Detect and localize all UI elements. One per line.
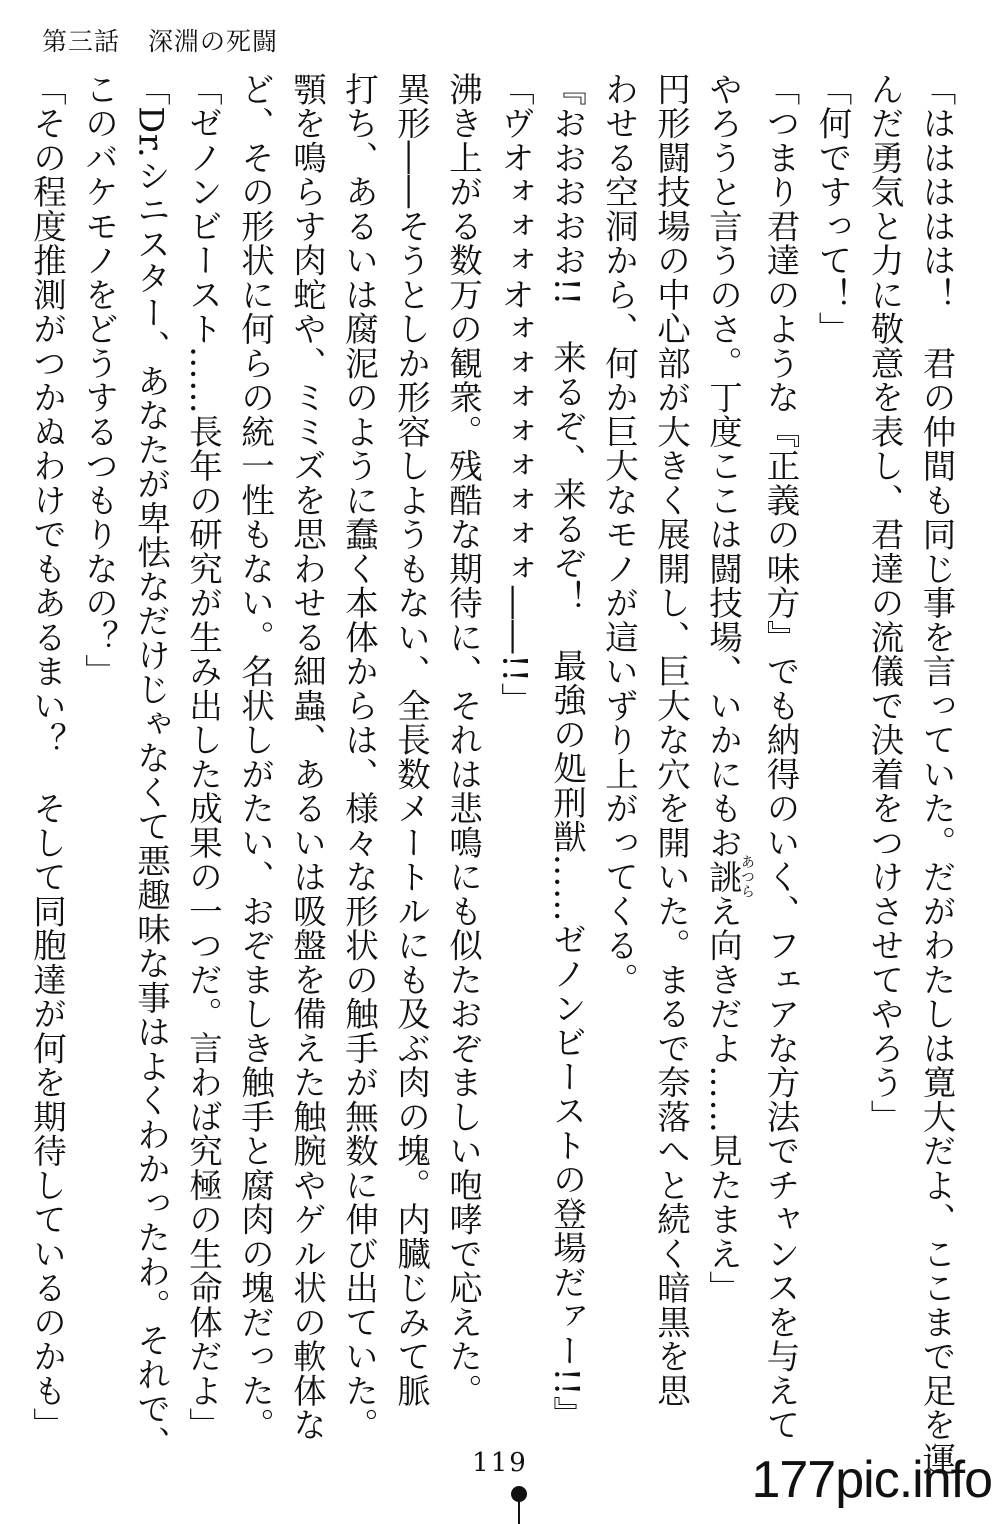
- text-line: やろうと言うのさ。丁度ここは闘技場、いかにもお誂あつらえ向きだよ……見たまえ」: [703, 72, 755, 1305]
- page-number: 119: [472, 1448, 528, 1478]
- watermark-text: 177pic.info: [751, 1451, 992, 1509]
- running-header: [42, 22, 278, 58]
- text-line: 沸き上がる数万の観衆。残酷な期待に、それは悲鳴にも似たおぞましい咆哮で応えた。: [443, 72, 483, 1408]
- text-line: 「何ですって！」: [813, 72, 852, 346]
- text-line: 「ははははは！ 君の仲間も同じ事を言っていた。だがわたしは寛大だよ、ここまで足を運: [917, 72, 956, 1477]
- chapter-title: 深淵の死闘: [148, 27, 279, 56]
- text-line: 「ヴオォォォオォォォォォォォォ――!!」: [495, 72, 535, 717]
- ruby-reading: あつら: [739, 854, 755, 899]
- text-line: 円形闘技場の中心部が大きく展開し、巨大な穴を開いた。まるで奈落へと続く暗黒を思: [651, 72, 691, 1408]
- page-ornament-icon: [511, 1486, 527, 1524]
- text-line: 「ゼノンビースト……長年の研究が生み出した成果の一つだ。言わば究極の生命体だよ」: [183, 72, 223, 1442]
- text-line: 顎を鳴らす肉蛇や、ミミズを思わせる細蟲、あるいは吸盤を備えた触腕やゲル状の軟体な: [287, 72, 327, 1442]
- text-line: わせる空洞から、何か巨大なモノが這いずり上がってくる。: [599, 72, 639, 997]
- text-line: んだ勇気と力に敬意を表し、君達の流儀で決着をつけさせてやろう」: [865, 72, 904, 1134]
- text-line: 「つまり君達のような『正義の味方』でも納得のいく、フェアな方法でチャンスを与えて: [761, 72, 800, 1442]
- ruby-annotation: 誂あつら: [703, 854, 755, 899]
- text-line: このバケモノをどうするつもりなの？」: [79, 72, 119, 689]
- ornament-stem: [518, 1500, 520, 1524]
- text-line: 「その程度推測がつかぬわけでもあるまい？ そして同胞達が何を期待しているのかも」: [27, 72, 67, 1442]
- text-line: 「Dr.シニスター、あなたが卑怯なだけじゃなくて悪趣味な事はよくわかったわ。それで、: [131, 72, 171, 1460]
- text-line: 打ち、あるいは腐泥のように蠢く本体からは、様々な形状の触手が無数に伸び出ていた。: [339, 72, 379, 1442]
- text-line: ど、その形状に何らの統一性もない。名状しがたい、おぞましき触手と腐肉の塊だった。: [235, 72, 275, 1442]
- chapter-number: 第三話: [42, 27, 121, 56]
- text-line: 異形――そうとしか形容しようもない、全長数メートルにも及ぶ肉の塊。内臓じみて脈: [391, 72, 431, 1408]
- text-line: 『おおおおお!! 来るぞ、来るぞ！ 最強の処刑獣……ゼノンビーストの登場だァー!!』: [547, 72, 587, 1431]
